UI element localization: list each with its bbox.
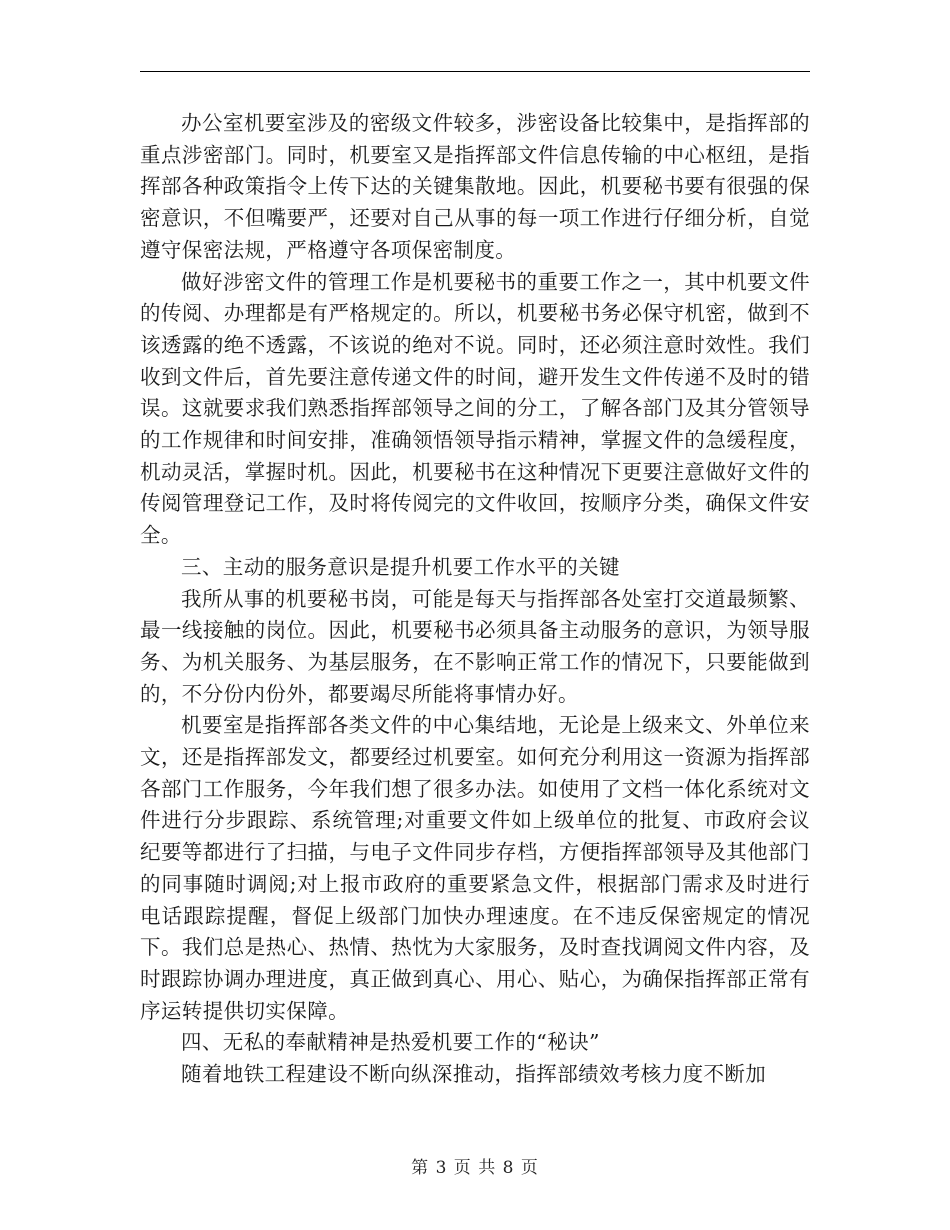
- page-number-footer: 第 3 页 共 8 页: [411, 1158, 539, 1178]
- paragraph-service-role: 我所从事的机要秘书岗，可能是每天与指挥部各处室打交道最频繁、最一线接触的岗位。因此，机要秘书必须具备主动服务的意识，为领导服务、为机关服务、为基层服务，在不影响正常工作的情况下，只要能做到的，不分份内份外，都要竭尽所能将事情办好。: [140, 586, 810, 706]
- document-body: [140, 108, 810, 1091]
- paragraph-metro-construction: 随着地铁工程建设不断向纵深推动，指挥部绩效考核力度不断加: [181, 1062, 767, 1087]
- section-heading-dedication: 四、无私的奉献精神是热爱机要工作的“秘诀”: [181, 1030, 600, 1055]
- paragraph-confidential-files: 办公室机要室涉及的密级文件较多，涉密设备比较集中，是指挥部的重点涉密部门。同时，机要室又是指挥部文件信息传输的中心枢纽，是指挥部各种政策指令上传下达的关键集散地。因此，机要秘书要有很强的保密意识，不但嘴要严，还要对自己从事的每一项工作进行仔细分析，自觉遵守保密法规，严格遵守各项保密制度。: [140, 111, 810, 262]
- header-rule: [140, 71, 810, 72]
- paragraph-file-management: 做好涉密文件的管理工作是机要秘书的重要工作之一，其中机要文件的传阅、办理都是有严格规定的。所以，机要秘书务必保守机密，做到不该透露的绝不透露，不该说的绝对不说。同时，还必须注意时效性。我们收到文件后，首先要注意传递文件的时间，避开发生文件传递不及时的错误。这就要求我们熟悉指挥部领导之间的分工，了解各部门及其分管领导的工作规律和时间安排，准确领悟领导指示精神，掌握文件的急缓程度，机动灵活，掌握时机。因此，机要秘书在这种情况下更要注意做好文件的传阅管理登记工作，及时将传阅完的文件收回，按顺序分类，确保文件安全。: [140, 269, 810, 548]
- section-heading-service-awareness: 三、主动的服务意识是提升机要工作水平的关键: [181, 554, 620, 579]
- paragraph-file-center: 机要室是指挥部各类文件的中心集结地，无论是上级来文、外单位来文，还是指挥部发文，都要经过机要室。如何充分利用这一资源为指挥部各部门工作服务，今年我们想了很多办法。如使用了文档一体化系统对文件进行分步跟踪、系统管理;对重要文件如上级单位的批复、市政府会议纪要等都进行了扫描，与电子文件同步存档，方便指挥部领导及其他部门的同事随时调阅;对上报市政府的重要紧急文件，根据部门需求及时进行电话跟踪提醒，督促上级部门加快办理速度。在不违反保密规定的情况下。我们总是热心、热情、热忱为大家服务，及时查找调阅文件内容，及时跟踪协调办理进度，真正做到真心、用心、贴心，为确保指挥部正常有序运转提供切实保障。: [140, 713, 810, 1023]
